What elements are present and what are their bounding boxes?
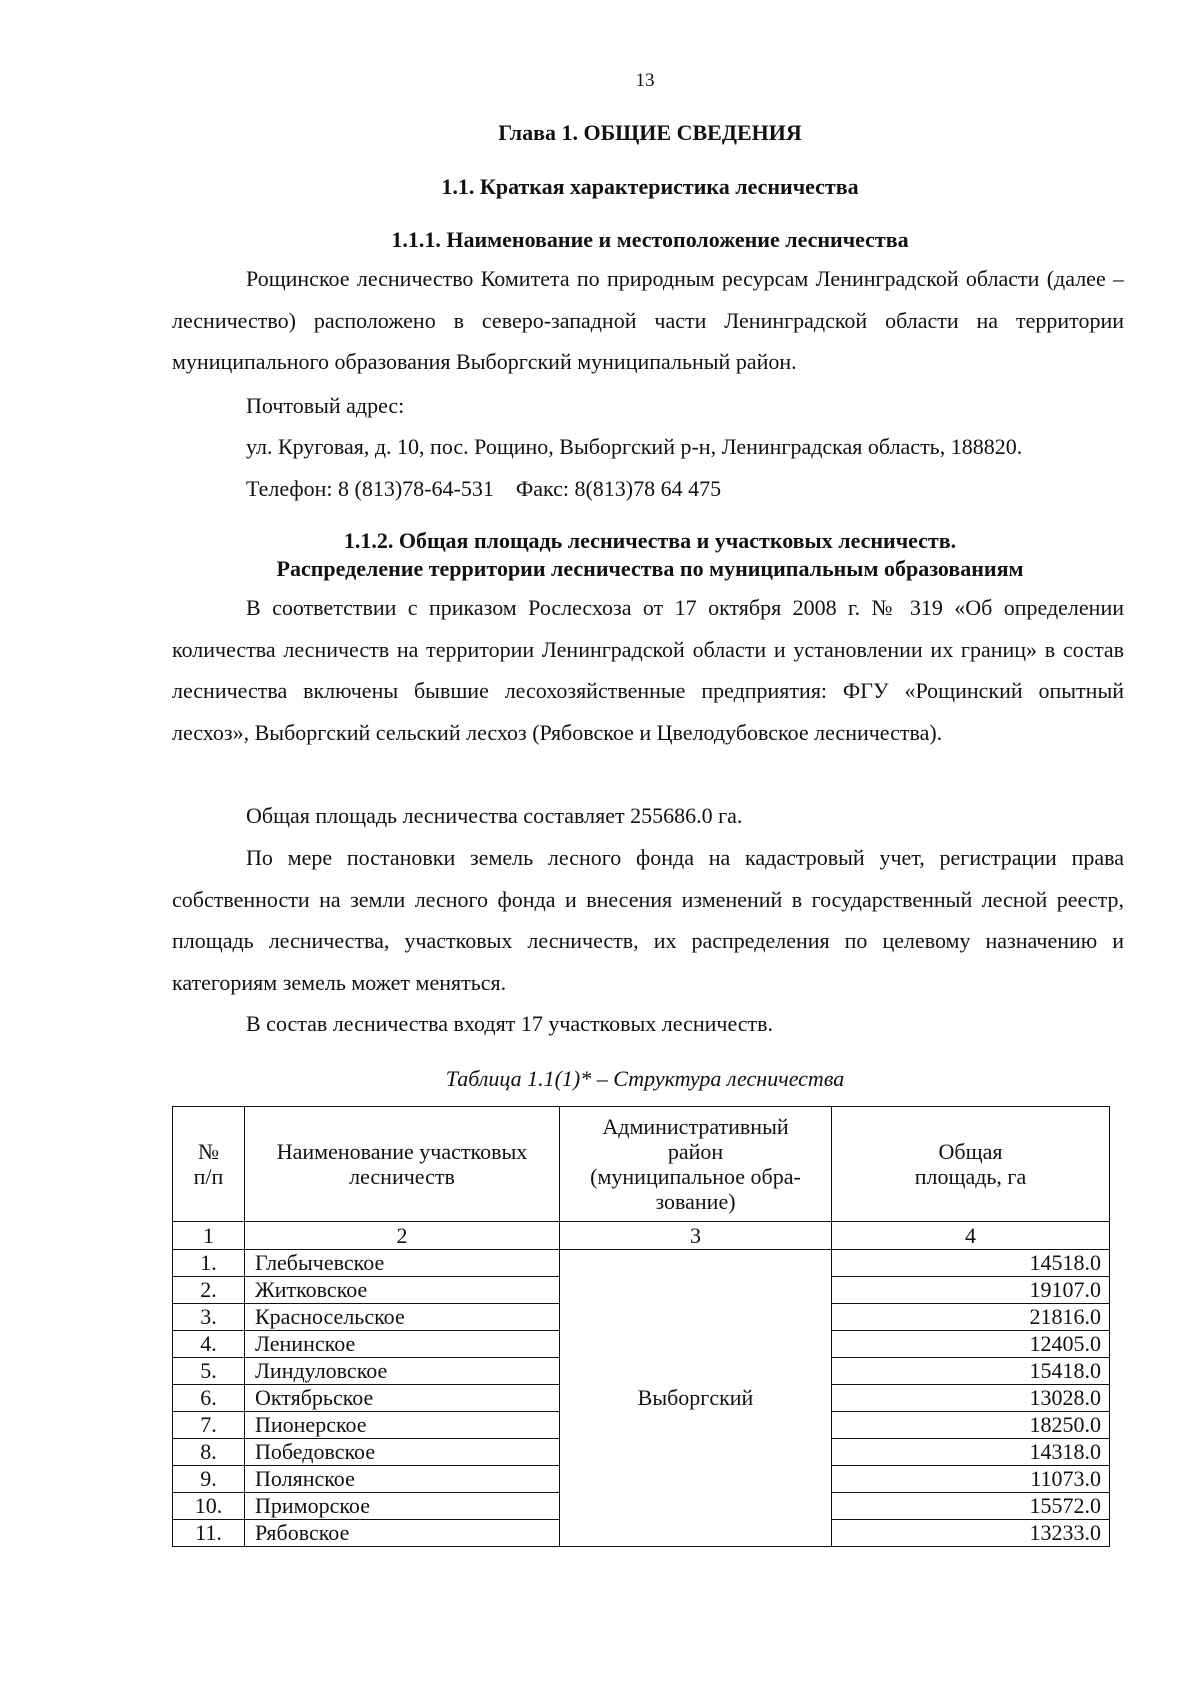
chapter-title: Глава 1. ОБЩИЕ СВЕДЕНИЯ <box>498 120 802 145</box>
row-number: 8. <box>173 1439 245 1466</box>
district-cell: Выборгский <box>560 1250 832 1547</box>
row-area: 15418.0 <box>832 1358 1110 1385</box>
row-area: 14518.0 <box>832 1250 1110 1277</box>
row-number: 7. <box>173 1412 245 1439</box>
phone-fax: Телефон: 8 (813)78-64-531 Факс: 8(813)78 64 475 <box>246 476 722 501</box>
header-number-line2: п/п <box>193 1164 224 1189</box>
row-number: 9. <box>173 1466 245 1493</box>
row-number: 1. <box>173 1250 245 1277</box>
column-number: 1 <box>173 1222 245 1250</box>
row-number: 10. <box>173 1493 245 1520</box>
row-name: Рябовское <box>245 1520 560 1547</box>
header-name <box>245 1107 560 1222</box>
row-name: Житковское <box>245 1277 560 1304</box>
structure-table <box>172 1106 1110 1547</box>
row-name: Победовское <box>245 1439 560 1466</box>
header-district-line1: Административный <box>602 1114 789 1139</box>
row-area: 19107.0 <box>832 1277 1110 1304</box>
postal-address: ул. Круговая, д. 10, пос. Рощино, Выборгский р-н, Ленинградская область, 188820. <box>246 434 1023 459</box>
header-district-line3: (муниципальное обра- <box>590 1164 801 1189</box>
subsection-1-title: 1.1.1. Наименование и местоположение лесничества <box>391 227 909 252</box>
header-number-line1: № <box>198 1139 219 1164</box>
page-number: 13 <box>635 70 655 91</box>
header-name-line2: лесничеств <box>349 1164 455 1189</box>
paragraph-cadastral: По мере постановки земель лесного фонда на кадастровый учет, регистрации права собственности на земли лесного фонда и внесения изменений в государственный лесной реестр, площадь лесничества, участковых лесничеств, их распределения по целевому назначению и категориям земель может меняться. <box>172 845 1124 995</box>
row-number: 11. <box>173 1520 245 1547</box>
row-number: 5. <box>173 1358 245 1385</box>
postal-label: Почтовый адрес: <box>246 393 405 418</box>
subsection-2-title-line1: 1.1.2. Общая площадь лесничества и участковых лесничеств. <box>343 528 957 553</box>
row-number: 3. <box>173 1304 245 1331</box>
header-area-line2: площадь, га <box>914 1164 1027 1189</box>
row-area: 14318.0 <box>832 1439 1110 1466</box>
header-area <box>832 1107 1110 1222</box>
row-name: Линдуловское <box>245 1358 560 1385</box>
header-district <box>560 1107 832 1222</box>
row-name: Приморское <box>245 1493 560 1520</box>
row-name: Ленинское <box>245 1331 560 1358</box>
header-number <box>173 1107 245 1222</box>
header-name-line1: Наименование участковых <box>276 1139 528 1164</box>
row-area: 13028.0 <box>832 1385 1110 1412</box>
row-area: 12405.0 <box>832 1331 1110 1358</box>
subsection-2-title-line2: Распределение территории лесничества по муниципальным образованиям <box>276 556 1024 581</box>
table-body <box>173 1250 1110 1547</box>
table-row <box>173 1250 1110 1277</box>
paragraph-total-area: Общая площадь лесничества составляет 255686.0 га. <box>246 803 743 828</box>
row-name: Глебычевское <box>245 1250 560 1277</box>
row-area: 13233.0 <box>832 1520 1110 1547</box>
row-area: 21816.0 <box>832 1304 1110 1331</box>
table-caption: Таблица 1.1(1)* – Структура лесничества <box>445 1066 845 1091</box>
row-number: 6. <box>173 1385 245 1412</box>
row-area: 18250.0 <box>832 1412 1110 1439</box>
header-district-line4: зование) <box>655 1189 736 1214</box>
row-name: Пионерское <box>245 1412 560 1439</box>
row-number: 2. <box>173 1277 245 1304</box>
table-header-row <box>173 1107 1110 1222</box>
header-area-line1: Общая <box>938 1139 1003 1164</box>
column-number: 3 <box>560 1222 832 1250</box>
column-number-row <box>173 1222 1110 1250</box>
intro-paragraph: Рощинское лесничество Комитета по природным ресурсам Ленинградской области (далее – лесничество) расположено в северо-западной части Ленинградской области на территории муниципального образования Выборгский муниципальный район. <box>172 266 1124 374</box>
row-area: 15572.0 <box>832 1493 1110 1520</box>
row-area: 11073.0 <box>832 1466 1110 1493</box>
section-title: 1.1. Краткая характеристика лесничества <box>441 174 859 199</box>
row-name: Красносельское <box>245 1304 560 1331</box>
paragraph-decree: В соответствии с приказом Рослесхоза от 17 октября 2008 г. № 319 «Об определении количества лесничеств на территории Ленинградской области и установлении их границ» в состав лесничества включены бывшие лесохозяйственные предприятия: ФГУ «Рощинский опытный лесхоз», Выборгский сельский лесхоз (Рябовское и Цвелодубовское лесничества). <box>172 595 1124 745</box>
row-name: Полянское <box>245 1466 560 1493</box>
row-name: Октябрьское <box>245 1385 560 1412</box>
row-number: 4. <box>173 1331 245 1358</box>
column-number: 2 <box>245 1222 560 1250</box>
header-district-line2: район <box>667 1139 724 1164</box>
column-number: 4 <box>832 1222 1110 1250</box>
paragraph-count: В состав лесничества входят 17 участковых лесничеств. <box>246 1011 774 1036</box>
